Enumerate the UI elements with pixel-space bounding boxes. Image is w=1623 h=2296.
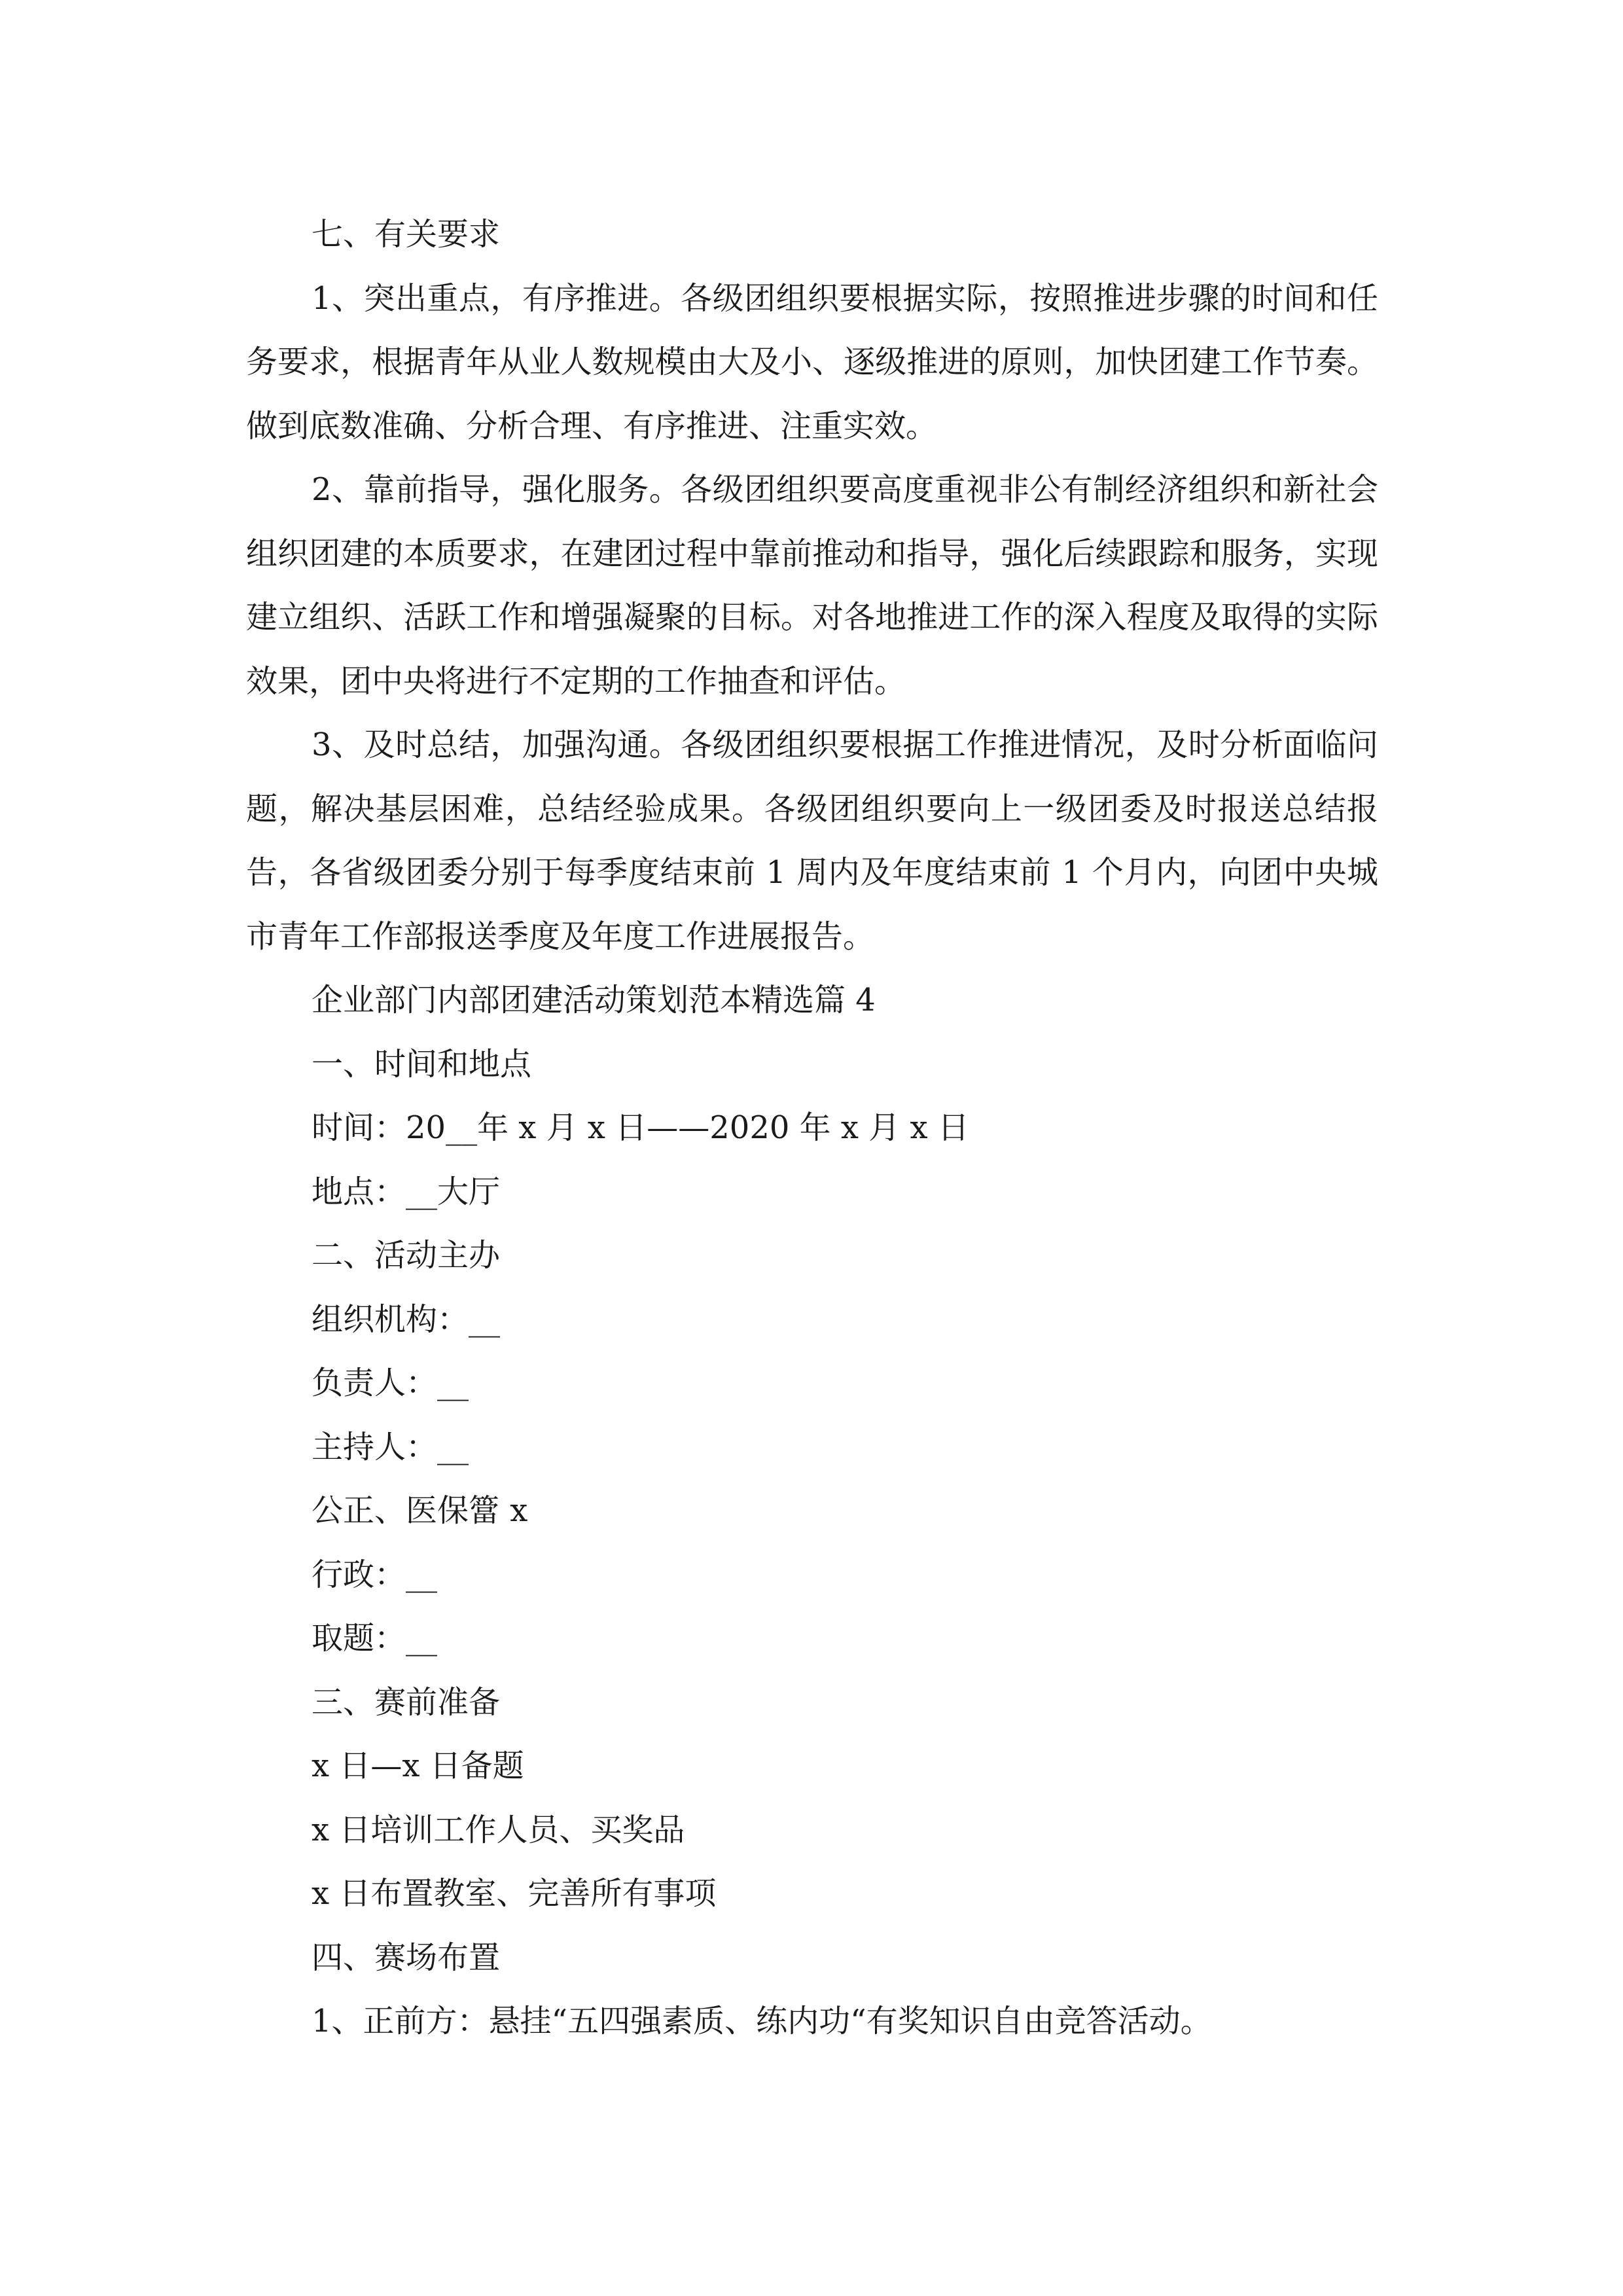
prep-item-2: x 日培训工作人员、买奖品 [312,1811,685,1848]
time-line: 时间：20__年 x 月 x 日——2020 年 x 月 x 日 [312,1109,969,1146]
heading-organizer: 二、活动主办 [312,1237,501,1274]
requirement-item-3: 3、及时总结，加强沟通。各级团组织要根据工作推进情况，及时分析面临问题，解决基层困难，总结经验成果。各级团组织要向上一级团委及时报送总结报告，各省级团委分别于每季度结束前 1 周内及年度结束前 1 个月内，向团中央城市青年工作部报送季度及年度工作进展报告。 [246,726,1378,955]
question-draw-line: 取题：__ [312,1620,438,1657]
article-title: 企业部门内部团建活动策划范本精选篇 4 [312,982,876,1018]
heading-venue-layout: 四、赛场布置 [312,1939,501,1976]
notary-line: 公正、医保簹 x [312,1492,528,1529]
organization-line: 组织机构：__ [312,1300,501,1338]
document-body [246,203,1378,2054]
requirement-item-2: 2、靠前指导，强化服务。各级团组织要高度重视非公有制经济组织和新社会组织团建的本质要求，在建团过程中靠前推动和指导，强化后续跟踪和服务，实现建立组织、活跃工作和增强凝聚的目标。对各地推进工作的深入程度及取得的实际效果，团中央将进行不定期的工作抽查和评估。 [246,471,1378,700]
place-line: 地点：__大厅 [312,1173,501,1210]
admin-line: 行政：__ [312,1556,438,1593]
person-in-charge-line: 负责人：__ [312,1365,469,1401]
prep-item-1: x 日—x 日备题 [312,1748,524,1784]
venue-item-1: 1、正前方：悬挂“五四强素质、练内功“有奖知识自由竞答活动。 [312,2003,1212,2039]
heading-preparation: 三、赛前准备 [312,1683,501,1721]
section-heading: 七、有关要求 [312,216,501,253]
prep-item-3: x 日布置教室、完善所有事项 [312,1875,717,1912]
host-line: 主持人：__ [312,1428,469,1465]
heading-time-place: 一、时间和地点 [312,1045,532,1083]
requirement-item-1: 1、突出重点，有序推进。各级团组织要根据实际，按照推进步骤的时间和任务要求，根据青年从业人数规模由大及小、逐级推进的原则，加快团建工作节奏。做到底数准确、分析合理、有序推进、注重实效。 [246,279,1378,444]
